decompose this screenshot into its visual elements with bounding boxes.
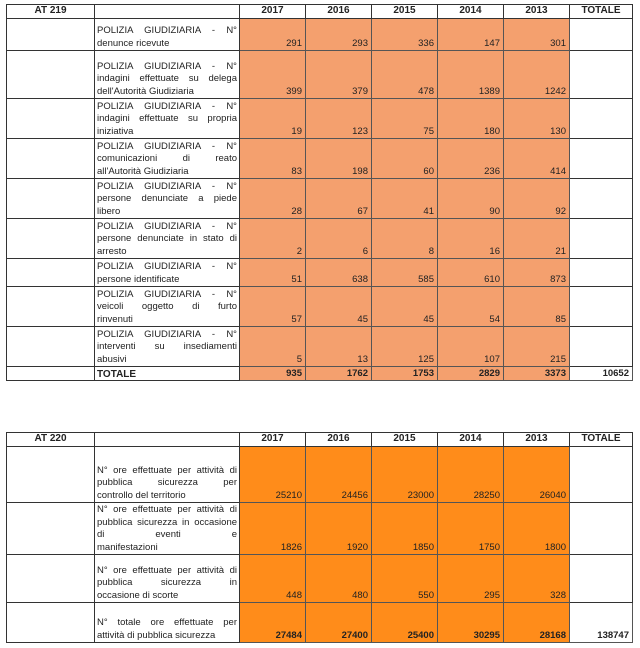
- value-cell: 1800: [504, 503, 570, 555]
- row-total-cell: [570, 51, 633, 99]
- empty-cell: [7, 179, 95, 219]
- empty-cell: [7, 19, 95, 51]
- header-blank: [95, 433, 240, 447]
- value-cell: 379: [306, 51, 372, 99]
- row-total-cell: [570, 139, 633, 179]
- value-cell: 399: [240, 51, 306, 99]
- total-label: TOTALE: [95, 367, 240, 381]
- value-cell: 85: [504, 287, 570, 327]
- value-cell: 90: [438, 179, 504, 219]
- empty-cell: [7, 327, 95, 367]
- empty-cell: [7, 51, 95, 99]
- table-row: [7, 287, 633, 327]
- value-cell: 414: [504, 139, 570, 179]
- value-cell: 2: [240, 219, 306, 259]
- description-line: arresto: [97, 245, 127, 257]
- description-line: indagini effettuate su propria: [97, 113, 237, 125]
- table-row: [7, 447, 633, 503]
- table-row: [7, 179, 633, 219]
- value-cell: 1389: [438, 51, 504, 99]
- description-line: POLIZIA GIUDIZIARIA - N°: [97, 261, 237, 273]
- value-cell: 26040: [504, 447, 570, 503]
- value-cell: 28: [240, 179, 306, 219]
- value-cell: 448: [240, 555, 306, 603]
- value-cell: 8: [372, 219, 438, 259]
- description-line: iniziativa: [97, 125, 134, 137]
- value-cell: 1920: [306, 503, 372, 555]
- year-header: 2015: [372, 5, 438, 19]
- description-line: N° ore effettuate per attività di: [97, 564, 237, 576]
- empty-cell: [7, 367, 95, 381]
- table-row: [7, 19, 633, 51]
- description-line: POLIZIA GIUDIZIARIA - N°: [97, 180, 237, 192]
- table-row: [7, 327, 633, 367]
- value-cell: 83: [240, 139, 306, 179]
- description-line: N° totale ore effettuate per: [97, 617, 237, 629]
- row-total-cell: [570, 179, 633, 219]
- year-header: 2013: [504, 5, 570, 19]
- value-cell: 1750: [438, 503, 504, 555]
- value-cell: 45: [306, 287, 372, 327]
- value-cell: 130: [504, 99, 570, 139]
- total-header: TOTALE: [570, 433, 633, 447]
- empty-cell: [7, 447, 95, 503]
- value-cell: 1826: [240, 503, 306, 555]
- description-line: occasione di scorte: [97, 589, 179, 601]
- row-total-cell: [570, 447, 633, 503]
- value-cell: 180: [438, 99, 504, 139]
- total-value-cell: 27400: [306, 603, 372, 643]
- total-value-cell: 3373: [504, 367, 570, 381]
- empty-cell: [7, 259, 95, 287]
- empty-cell: [7, 287, 95, 327]
- row-total-cell: [570, 19, 633, 51]
- value-cell: 107: [438, 327, 504, 367]
- total-value-cell: 27484: [240, 603, 306, 643]
- description-line: interventi su insediamenti: [97, 341, 237, 353]
- empty-cell: [7, 555, 95, 603]
- table-row: [7, 503, 633, 555]
- value-cell: 585: [372, 259, 438, 287]
- description-line: pubblica sicurezza in: [97, 577, 237, 589]
- description-line: POLIZIA GIUDIZIARIA - N°: [97, 60, 237, 72]
- header-row: [7, 5, 633, 19]
- total-value-cell: 1762: [306, 367, 372, 381]
- header-blank: [95, 5, 240, 19]
- value-cell: 293: [306, 19, 372, 51]
- empty-cell: [7, 219, 95, 259]
- value-cell: 295: [438, 555, 504, 603]
- grand-total: 138747: [570, 603, 633, 643]
- table-row: [7, 51, 633, 99]
- total-value-cell: 28168: [504, 603, 570, 643]
- year-header: 2014: [438, 433, 504, 447]
- description-line: manifestazioni: [97, 541, 158, 553]
- value-cell: 550: [372, 555, 438, 603]
- description-line: abusivi: [97, 353, 127, 365]
- value-cell: 480: [306, 555, 372, 603]
- row-description: [95, 447, 240, 503]
- row-description: [95, 139, 240, 179]
- description-line: POLIZIA GIUDIZIARIA - N°: [97, 220, 237, 232]
- value-cell: 16: [438, 219, 504, 259]
- empty-cell: [7, 603, 95, 643]
- row-description: [95, 179, 240, 219]
- year-header: 2014: [438, 5, 504, 19]
- year-header: 2016: [306, 5, 372, 19]
- value-cell: 54: [438, 287, 504, 327]
- description-line: POLIZIA GIUDIZIARIA - N°: [97, 288, 237, 300]
- description-line: veicoli oggetto di furto: [97, 301, 237, 313]
- value-cell: 24456: [306, 447, 372, 503]
- value-cell: 1242: [504, 51, 570, 99]
- table-row: [7, 99, 633, 139]
- value-cell: 873: [504, 259, 570, 287]
- value-cell: 638: [306, 259, 372, 287]
- value-cell: 215: [504, 327, 570, 367]
- year-header: 2013: [504, 433, 570, 447]
- value-cell: 610: [438, 259, 504, 287]
- description-line: N° ore effettuate per attività di: [97, 464, 237, 476]
- description-line: indagini effettuate su delega: [97, 73, 237, 85]
- row-description: [95, 99, 240, 139]
- year-header: 2017: [240, 5, 306, 19]
- row-total-cell: [570, 555, 633, 603]
- row-total-cell: [570, 259, 633, 287]
- description-line: controllo del territorio: [97, 489, 186, 501]
- description-line: attività di pubblica sicurezza: [97, 629, 216, 641]
- table-at-220: [6, 432, 633, 643]
- total-value-cell: 935: [240, 367, 306, 381]
- year-header: 2016: [306, 433, 372, 447]
- value-cell: 1850: [372, 503, 438, 555]
- value-cell: 198: [306, 139, 372, 179]
- row-description: [95, 603, 240, 643]
- value-cell: 41: [372, 179, 438, 219]
- row-description: [95, 555, 240, 603]
- row-description: [95, 327, 240, 367]
- header-row: [7, 433, 633, 447]
- value-cell: 25210: [240, 447, 306, 503]
- description-line: POLIZIA GIUDIZIARIA - N°: [97, 140, 237, 152]
- description-line: dell'Autorità Giudiziaria: [97, 85, 194, 97]
- table-row: [7, 139, 633, 179]
- value-cell: 21: [504, 219, 570, 259]
- description-line: all'Autorità Giudiziaria: [97, 165, 189, 177]
- description-line: N° ore effettuate per attività di: [97, 504, 237, 516]
- value-cell: 328: [504, 555, 570, 603]
- total-value-cell: 1753: [372, 367, 438, 381]
- value-cell: 336: [372, 19, 438, 51]
- value-cell: 45: [372, 287, 438, 327]
- table-row: [7, 259, 633, 287]
- row-total-cell: [570, 287, 633, 327]
- value-cell: 236: [438, 139, 504, 179]
- value-cell: 75: [372, 99, 438, 139]
- total-value-cell: 2829: [438, 367, 504, 381]
- value-cell: 6: [306, 219, 372, 259]
- total-row: [7, 367, 633, 381]
- value-cell: 125: [372, 327, 438, 367]
- row-description: [95, 19, 240, 51]
- table-row: [7, 219, 633, 259]
- description-line: comunicazioni di reato: [97, 153, 237, 165]
- description-line: rinvenuti: [97, 313, 133, 325]
- value-cell: 301: [504, 19, 570, 51]
- row-description: [95, 503, 240, 555]
- description-line: persone identificate: [97, 273, 180, 285]
- grand-total: 10652: [570, 367, 633, 381]
- row-description: [95, 51, 240, 99]
- row-description: [95, 219, 240, 259]
- row-description: [95, 287, 240, 327]
- value-cell: 60: [372, 139, 438, 179]
- total-value-cell: 25400: [372, 603, 438, 643]
- description-line: pubblica sicurezza in: [97, 516, 190, 528]
- row-total-cell: [570, 219, 633, 259]
- total-row: [7, 603, 633, 643]
- value-cell: 19: [240, 99, 306, 139]
- description-line: POLIZIA GIUDIZIARIA - N°: [97, 100, 237, 112]
- value-cell: 23000: [372, 447, 438, 503]
- total-header: TOTALE: [570, 5, 633, 19]
- description-line: persone denunciate a piede: [97, 193, 237, 205]
- value-cell: 478: [372, 51, 438, 99]
- table-at-219: [6, 4, 633, 381]
- description-line: POLIZIA GIUDIZIARIA - N°: [97, 328, 237, 340]
- value-cell: 67: [306, 179, 372, 219]
- total-value-cell: 30295: [438, 603, 504, 643]
- value-cell: 5: [240, 327, 306, 367]
- value-cell: 13: [306, 327, 372, 367]
- description-line: pubblica sicurezza per: [97, 477, 237, 489]
- row-total-cell: [570, 99, 633, 139]
- row-description: [95, 259, 240, 287]
- description-line: libero: [97, 205, 121, 217]
- description-line: POLIZIA GIUDIZIARIA - N°: [97, 25, 237, 37]
- value-cell: 147: [438, 19, 504, 51]
- value-cell: 291: [240, 19, 306, 51]
- year-header: 2017: [240, 433, 306, 447]
- empty-cell: [7, 99, 95, 139]
- description-line: denunce ricevute: [97, 37, 170, 49]
- row-total-cell: [570, 503, 633, 555]
- table-code: AT 219: [7, 5, 95, 19]
- empty-cell: [7, 139, 95, 179]
- value-cell: 51: [240, 259, 306, 287]
- row-total-cell: [570, 327, 633, 367]
- value-cell: 57: [240, 287, 306, 327]
- description-line: persone denunciate in stato di: [97, 233, 237, 245]
- value-cell: 28250: [438, 447, 504, 503]
- empty-cell: [7, 503, 95, 555]
- table-code: AT 220: [7, 433, 95, 447]
- value-cell: 92: [504, 179, 570, 219]
- description-line: occasione di eventi e: [97, 516, 238, 541]
- year-header: 2015: [372, 433, 438, 447]
- table-row: [7, 555, 633, 603]
- value-cell: 123: [306, 99, 372, 139]
